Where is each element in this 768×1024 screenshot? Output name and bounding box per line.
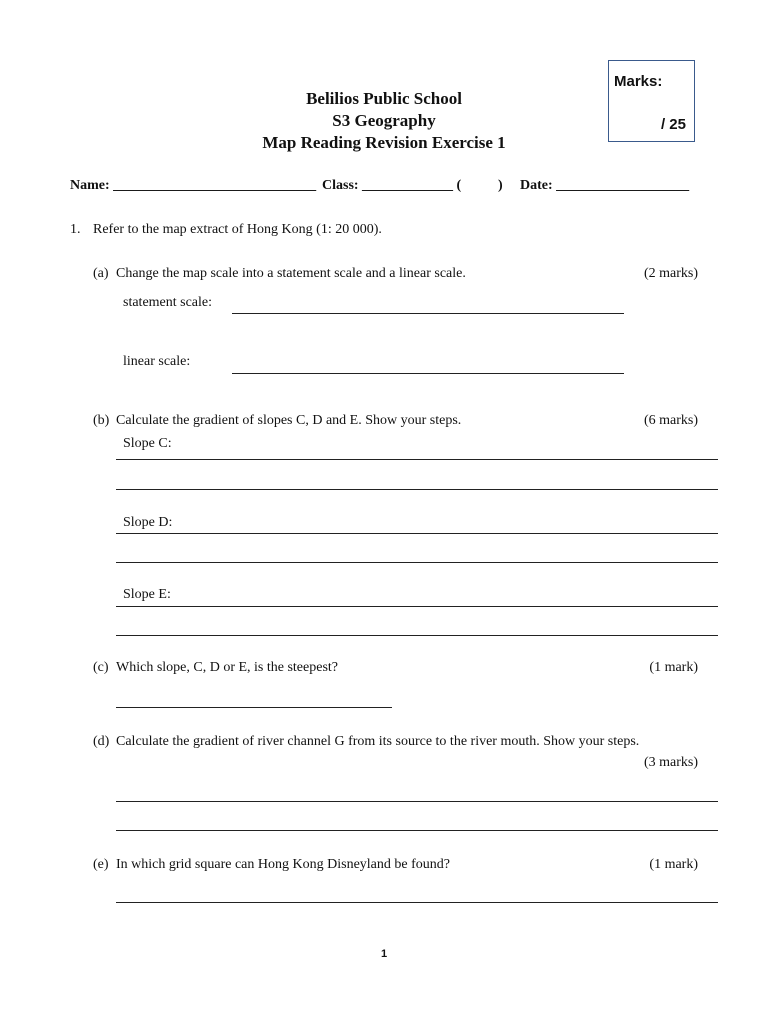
part-c-label: (c) [93, 660, 109, 675]
marks-total: / 25 [660, 116, 686, 133]
date-field[interactable]: Date: ___________________ [520, 178, 690, 193]
part-a-marks: (2 marks) [643, 266, 698, 281]
slope-c-answer-line[interactable] [116, 459, 718, 460]
slope-c-label: Slope C: [123, 436, 172, 451]
linear-scale-answer-line[interactable] [232, 373, 624, 374]
part-e-marks: (1 mark) [649, 857, 698, 872]
exercise-title: Map Reading Revision Exercise 1 [262, 133, 506, 152]
slope-d-label: Slope D: [123, 515, 173, 530]
part-e-label: (e) [93, 857, 109, 872]
statement-scale-label: statement scale: [123, 295, 213, 310]
linear-scale-label: linear scale: [123, 354, 191, 369]
marks-label: Marks: [614, 73, 663, 90]
part-e-answer-line[interactable] [116, 902, 718, 903]
part-c-marks: (1 mark) [649, 660, 698, 675]
slope-e-answer-line-2[interactable] [116, 635, 718, 636]
statement-scale-answer-line[interactable] [232, 313, 624, 314]
part-a-text: Change the map scale into a statement scale and a linear scale. [116, 266, 466, 281]
part-c-text: Which slope, C, D or E, is the steepest? [116, 660, 339, 675]
part-d-text: Calculate the gradient of river channel G from its source to the river mouth. Show your steps. [116, 734, 640, 749]
name-field[interactable]: Name: _____________________________ [70, 178, 317, 193]
part-d-marks: (3 marks) [643, 755, 698, 770]
school-title: Belilios Public School [306, 89, 462, 108]
slope-e-label: Slope E: [123, 587, 171, 602]
part-d-label: (d) [93, 734, 110, 749]
part-d-answer-line[interactable] [116, 801, 718, 802]
part-d-answer-line-2[interactable] [116, 830, 718, 831]
part-c-answer-line[interactable] [116, 707, 392, 708]
part-b-label: (b) [93, 413, 110, 428]
page-number: 1 [380, 948, 388, 960]
slope-c-answer-line-2[interactable] [116, 489, 718, 490]
part-b-marks: (6 marks) [643, 413, 698, 428]
slope-d-answer-line-2[interactable] [116, 562, 718, 563]
part-e-text: In which grid square can Hong Kong Disneyland be found? [116, 857, 450, 872]
question-stem: Refer to the map extract of Hong Kong (1: 20 000). [93, 222, 382, 237]
class-field[interactable]: Class: _____________ ( [322, 178, 462, 193]
slope-e-answer-line[interactable] [116, 606, 718, 607]
slope-d-answer-line[interactable] [116, 533, 718, 534]
part-a-label: (a) [93, 266, 109, 281]
question-number: 1. [70, 222, 81, 237]
part-b-text: Calculate the gradient of slopes C, D and E. Show your steps. [116, 413, 462, 428]
class-number-close: ) [498, 178, 503, 193]
subject-title: S3 Geography [332, 111, 436, 130]
